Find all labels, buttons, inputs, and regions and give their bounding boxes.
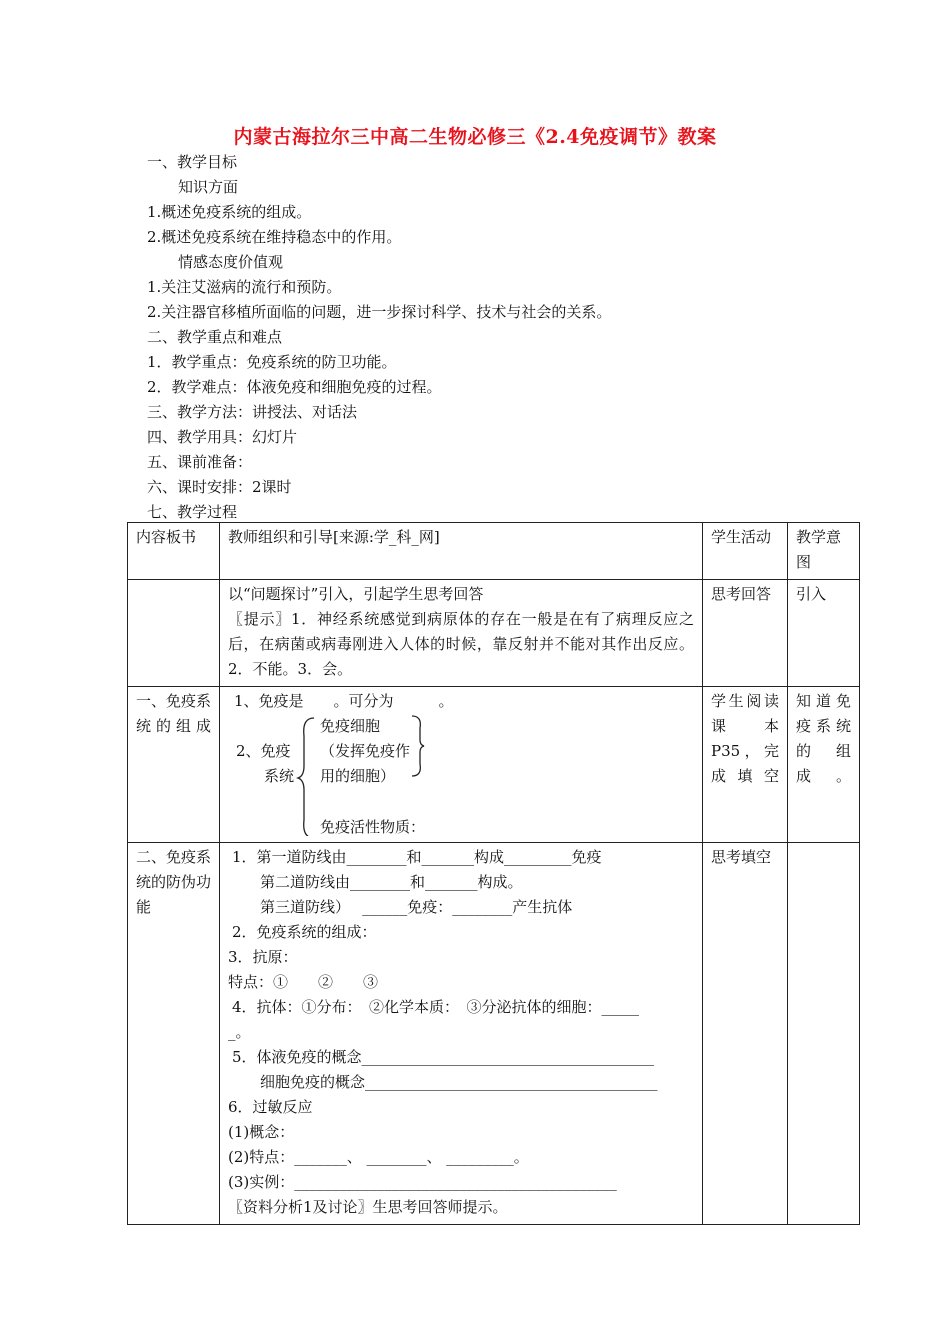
intro-student-cell: 思考回答	[703, 580, 788, 687]
composition-student-cell: 学生阅读课本P35，完成填空	[703, 687, 788, 843]
immune-cells-label: 免疫细胞	[320, 717, 381, 735]
immune-cells-note-b: 用的细胞）	[320, 767, 396, 785]
key-heading: 二、教学重点和难点	[147, 328, 283, 346]
defense-line-14: 〖资料分析1及讨论〗生思考回答师提示。	[228, 1198, 508, 1216]
composition-num-2: 2、免疫	[236, 742, 291, 760]
defense-intent-cell	[788, 843, 860, 1225]
key-point: 1．教学重点：免疫系统的防卫功能。	[147, 353, 397, 371]
defense-teacher-cell	[220, 843, 703, 1225]
defense-line-2: 第二道防线由________和_______构成。	[260, 873, 523, 891]
tools-line: 四、教学用具：幻灯片	[147, 428, 298, 446]
defense-line-5: 3．抗原：	[228, 948, 298, 966]
table-header-row	[128, 523, 860, 580]
intro-hint: 〖提示〗1．神经系统感觉到病原体的存在一般是在有了病理反应之后，在病菌或病毒刚进入人体的时候，靠反射并不能对其作出反应。2．不能。3．会。	[228, 610, 694, 678]
defense-line-13: (3)实例：___________________________________________	[228, 1173, 617, 1191]
table-row-composition	[128, 687, 860, 843]
header-teacher: 教师组织和引导[来源:学_科_网]	[220, 523, 703, 580]
defense-line-4: 2．免疫系统的组成：	[232, 923, 377, 941]
defense-line-7: 4．抗体：①分布： ②化学本质： ③分泌抗体的细胞：_____	[232, 998, 640, 1016]
composition-diagram	[228, 714, 694, 838]
defense-line-1: 1．第一道防线由________和_______构成_________免疫	[232, 848, 602, 866]
method-line: 三、教学方法：讲授法、对话法	[147, 403, 358, 421]
table-row-defense	[128, 843, 860, 1225]
document-title: 内蒙古海拉尔三中高二生物必修三《2.4免疫调节》教案	[233, 126, 717, 148]
defense-line-6: 特点：① ② ③	[228, 973, 379, 991]
lesson-table	[127, 522, 860, 1225]
header-student: 学生活动	[703, 523, 788, 580]
header-content: 内容板书	[128, 523, 220, 580]
defense-line-7b: _。	[228, 1023, 251, 1041]
defense-content-cell: 二、免疫系统的防伪功能	[128, 843, 220, 1225]
knowledge-heading: 知识方面	[178, 178, 239, 196]
defense-line-8: 5．体液免疫的概念_______________________________________	[232, 1048, 655, 1066]
defense-line-3: 第三道防线） ______免疫：________产生抗体	[260, 898, 573, 916]
table-row-intro	[128, 580, 860, 687]
composition-content-cell: 一、免疫系统的组成	[128, 687, 220, 843]
defense-line-11: (1)概念：	[228, 1123, 295, 1141]
composition-teacher-cell	[220, 687, 703, 843]
right-brace-icon	[410, 714, 426, 778]
knowledge-item-1: 1.概述免疫系统的组成。	[147, 203, 312, 221]
left-brace-icon	[296, 716, 318, 836]
defense-student-cell: 思考填空	[703, 843, 788, 1225]
difficult-point: 2．教学难点：体液免疫和细胞免疫的过程。	[147, 378, 442, 396]
active-substance-label: 免疫活性物质：	[320, 818, 426, 836]
emotion-heading: 情感态度价值观	[178, 253, 284, 271]
intro-line: 以“问题探讨”引入，引起学生思考回答	[228, 585, 484, 603]
prep-line: 五、课前准备：	[147, 453, 253, 471]
defense-line-10: 6．过敏反应	[228, 1098, 313, 1116]
defense-line-9: 细胞免疫的概念_______________________________________	[260, 1073, 658, 1091]
composition-intent-cell: 知道免疫系统的组成。	[788, 687, 860, 843]
goals-heading: 一、教学目标	[147, 153, 238, 171]
intro-intent-cell: 引入	[788, 580, 860, 687]
immune-cells-note-a: （发挥免疫作	[320, 742, 411, 760]
process-heading: 七、教学过程	[147, 503, 238, 521]
composition-line-1: 1、免疫是 。可分为 。	[234, 692, 454, 710]
defense-line-12: (2)特点：_______、 ________、 _________。	[228, 1148, 529, 1166]
header-intent: 教学意图	[788, 523, 860, 580]
emotion-item-1: 1.关注艾滋病的流行和预防。	[147, 278, 342, 296]
intro-content-cell	[128, 580, 220, 687]
intro-teacher-cell	[220, 580, 703, 687]
schedule-line: 六、课时安排：2课时	[147, 478, 292, 496]
knowledge-item-2: 2.概述免疫系统在维持稳态中的作用。	[147, 228, 402, 246]
composition-system-label: 系统	[264, 767, 295, 785]
emotion-item-2: 2.关注器官移植所面临的问题，进一步探讨科学、技术与社会的关系。	[147, 303, 612, 321]
